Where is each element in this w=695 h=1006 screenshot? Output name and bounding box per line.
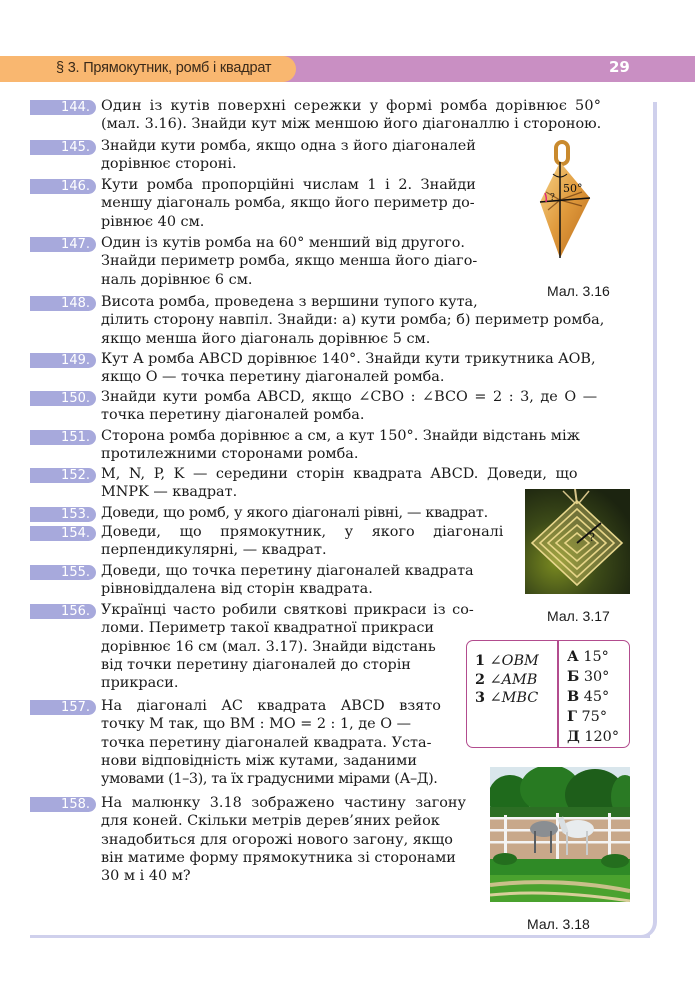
svg-text:?: ? [550, 193, 555, 203]
straw-square-ornament-icon [525, 489, 630, 594]
task-line: Кути ромба пропорційні числам 1 і 2. Знайди [101, 177, 476, 193]
task-number-badge: 148. [30, 296, 96, 311]
task-line: Один із кутів ромба на 60° менший від другого. [101, 235, 465, 251]
task-line: наль дорівнює 6 см. [101, 271, 253, 288]
section-title: § 3. Прямокутник, ромб і квадрат [56, 60, 272, 76]
task-number-badge: 146. [30, 179, 96, 194]
task-number-badge: 144. [30, 100, 96, 115]
task-line: для коней. Скільки метрів дерев’яних рейок [101, 813, 440, 830]
task-line: Доведи, що точка перетину діагоналей квадрата [101, 563, 474, 579]
rhombus-earring-icon [538, 140, 593, 265]
matching-condition-2: 2 ∠AMB [475, 670, 538, 688]
task-line: Знайди кути ромба, якщо одна з його діагоналей [101, 138, 476, 154]
task-line: ділить сторону навпіл. Знайди: а) кути ромба; б) периметр ромба, [101, 312, 605, 329]
page-number: 29 [609, 58, 630, 76]
figure-caption: Мал. 3.18 [527, 916, 590, 932]
task-line: MNPK — квадрат. [101, 484, 238, 501]
task-number-badge: 145. [30, 140, 96, 155]
figure-caption: Мал. 3.16 [547, 283, 610, 299]
matching-answers [567, 647, 619, 747]
task-line: він матиме форму прямокутника зі сторонами [101, 849, 456, 866]
task-line: Один із кутів поверхні сережки у формі ромба дорівнює 50° [101, 98, 602, 114]
task-line: На малюнку 3.18 зображено частину загону [101, 795, 466, 811]
task-line: протилежними сторонами ромба. [101, 446, 359, 463]
task-line: Висота ромба, проведена з вершини тупого кута, [101, 294, 478, 310]
task-line: рівновіддалена від сторін квадрата. [101, 581, 373, 598]
svg-text:50°: 50° [563, 182, 583, 195]
task-line: дорівнює 16 см (мал. 3.17). Знайди відстань [101, 638, 436, 655]
figure-3-18 [490, 767, 630, 902]
task-number-badge: 157. [30, 700, 96, 715]
task-line: знадобиться для огорожі нового загону, якщо [101, 831, 453, 848]
matching-condition-1: 1 ∠OBM [475, 652, 539, 669]
matching-divider [557, 641, 559, 747]
task-number-badge: 156. [30, 604, 96, 619]
task-line: перпендикулярні, — квадрат. [101, 542, 327, 559]
page-frame-bottom [30, 935, 650, 938]
task-number-badge: 158. [30, 797, 96, 812]
task-line: меншу діагональ ромба, якщо його периметр до- [101, 195, 475, 212]
horse-paddock-photo [490, 767, 630, 902]
task-number-badge: 149. [30, 353, 96, 368]
page-frame-corner [620, 905, 657, 938]
task-number-badge: 147. [30, 237, 96, 252]
task-line: Доведи, що прямокутник, у якого діагоналі [101, 524, 504, 540]
task-line: якщо менша його діагональ дорівнює 5 см. [101, 330, 431, 347]
task-line: рівнює 40 см. [101, 213, 205, 230]
task-number-badge: 150. [30, 391, 96, 406]
task-line: Доведи, що ромб, у якого діагоналі рівні, — квадрат. [101, 505, 488, 521]
task-line: M, N, P, K — середини сторін квадрата ABCD. Доведи, що [101, 466, 578, 482]
figure-caption: Мал. 3.17 [547, 608, 610, 624]
task-line: Знайди периметр ромба, якщо менша його діаго- [101, 253, 478, 270]
task-line: Кут A ромба ABCD дорівнює 140°. Знайди кути трикутника AOB, [101, 351, 596, 367]
task-line: від точки перетину діагоналей до сторін [101, 656, 411, 673]
task-line: (мал. 3.16). Знайди кут між меншою його діагоналлю і стороною. [101, 116, 602, 133]
matching-conditions [475, 652, 539, 708]
matching-condition-3: 3 ∠MBC [475, 689, 539, 706]
task-line: якщо O — точка перетину діагоналей ромба. [101, 369, 445, 386]
task-number-badge: 152. [30, 468, 96, 483]
task-number-badge: 151. [30, 430, 96, 445]
svg-text:?: ? [589, 531, 595, 544]
matching-answer-v: В 45° [567, 688, 610, 705]
matching-answer-d: Д 120° [567, 728, 620, 745]
task-number-badge: 153. [30, 507, 96, 522]
task-line: точку M так, що BM : MO = 2 : 1, де O — [101, 716, 412, 733]
task-line: нови відповідність між кутами, заданими [101, 752, 417, 769]
page-frame-right [653, 102, 657, 917]
task-line: точка перетину діагоналей ромба. [101, 407, 365, 424]
matching-table [466, 640, 630, 748]
task-line: На діагоналі AC квадрата ABCD взято [101, 698, 441, 714]
task-line: Сторона ромба дорівнює a см, а кут 150°. Знайди відстань між [101, 428, 580, 444]
matching-answer-g: Г 75° [567, 708, 608, 725]
task-line: ломи. Периметр такої квадратної прикраси [101, 620, 434, 637]
task-line: точка перетину діагоналей квадрата. Уста- [101, 734, 432, 751]
figure-3-16 [538, 140, 593, 265]
task-number-badge: 155. [30, 565, 96, 580]
figure-3-17 [525, 489, 630, 594]
task-line: прикраси. [101, 675, 179, 692]
task-line: Українці часто робили святкові прикраси із со- [101, 602, 474, 618]
task-line: Знайди кути ромба ABCD, якщо ∠CBO : ∠BCO = 2 : 3, де O — [101, 389, 598, 405]
matching-answer-a: А 15° [567, 648, 609, 665]
matching-answer-b: Б 30° [567, 668, 610, 685]
task-line: 30 м і 40 м? [101, 868, 191, 885]
task-line: умовами (1–3), та їх градусними мірами (А–Д). [101, 771, 438, 788]
task-number-badge: 154. [30, 526, 96, 541]
task-line: дорівнює стороні. [101, 156, 237, 173]
